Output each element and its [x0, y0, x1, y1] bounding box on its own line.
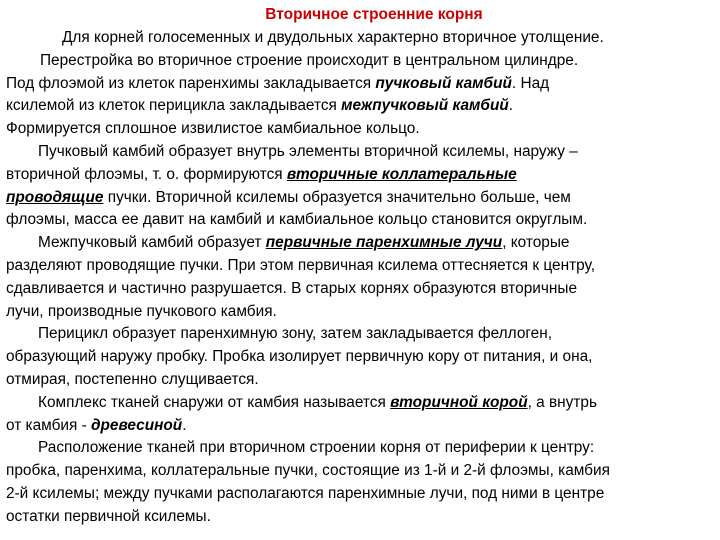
- text-line: Формируется сплошное извилистое камбиальное кольцо.: [6, 120, 420, 138]
- text-line: [6, 73, 714, 96]
- text-line: [6, 415, 714, 438]
- text-line: [6, 164, 714, 187]
- text-line: [6, 232, 714, 255]
- text-line: отмирая, постепенно слущивается.: [6, 370, 259, 388]
- text-line: разделяют проводящие пучки. При этом первичная ксилема оттесняется к центру,: [6, 256, 595, 274]
- page-title: Вторичное строенние корня: [265, 6, 483, 23]
- term-emphasis: пучковый камбий: [375, 74, 512, 92]
- text-line: сдавливается и частично разрушается. В старых корнях образуются вторичные: [6, 279, 578, 297]
- text-segment: .: [508, 97, 514, 115]
- text-segment: .: [182, 416, 187, 434]
- text-line: Для корней голосеменных и двудольных характерно вторичное утолщение.: [62, 29, 604, 46]
- text-line: остатки первичной ксилемы.: [6, 507, 211, 525]
- text-segment: Под флоэмой из клеток паренхимы закладывается: [6, 74, 376, 92]
- text-line: [6, 95, 714, 118]
- term-emphasis: первичные паренхимные лучи: [265, 234, 503, 252]
- text-segment: вторичной флоэмы, т. о. формируются: [6, 165, 287, 183]
- text-segment: , которые: [502, 234, 570, 252]
- term-emphasis: вторичные коллатеральные: [286, 165, 517, 183]
- term-emphasis: проводящие: [6, 188, 104, 206]
- text-line: Пучковый камбий образует внутрь элементы вторичной ксилемы, наружу –: [38, 142, 578, 160]
- term-emphasis: древесиной: [91, 416, 183, 434]
- text-line: Перицикл образует паренхимную зону, затем закладывается феллоген,: [38, 325, 552, 343]
- text-line: образующий наружу пробку. Пробка изолирует первичную кору от питания, и она,: [6, 348, 593, 366]
- body-text: [6, 27, 714, 529]
- text-segment: от камбия -: [6, 416, 92, 434]
- text-line: пробка, паренхима, коллатеральные пучки, состоящие из 1-й и 2-й флоэмы, камбия: [6, 462, 610, 480]
- text-segment: пучки. Вторичной ксилемы образуется значительно больше, чем: [103, 188, 571, 206]
- term-emphasis: межпучковый камбий: [341, 97, 509, 115]
- term-emphasis: вторичной корой: [390, 393, 528, 411]
- text-line: Расположение тканей при вторичном строении корня от периферии к центру:: [38, 439, 595, 457]
- text-line: 2-й ксилемы; между пучками располагаются паренхимные лучи, под ними в центре: [6, 484, 605, 502]
- text-line: Перестройка во вторичное строение происходит в центральном цилиндре.: [40, 51, 579, 69]
- text-segment: , а внутрь: [527, 393, 597, 411]
- text-segment: ксилемой из клеток перицикла закладывается: [6, 97, 342, 115]
- text-line: флоэмы, масса ее давит на камбий и камбиальное кольцо становится округлым.: [6, 211, 588, 229]
- text-line: [6, 392, 714, 415]
- text-line: [6, 187, 714, 210]
- text-segment: Комплекс тканей снаружи от камбия называется: [38, 393, 391, 411]
- text-line: лучи, производные пучкового камбия.: [6, 302, 277, 320]
- text-segment: Межпучковый камбий образует: [38, 234, 266, 252]
- text-segment: . Над: [511, 74, 550, 92]
